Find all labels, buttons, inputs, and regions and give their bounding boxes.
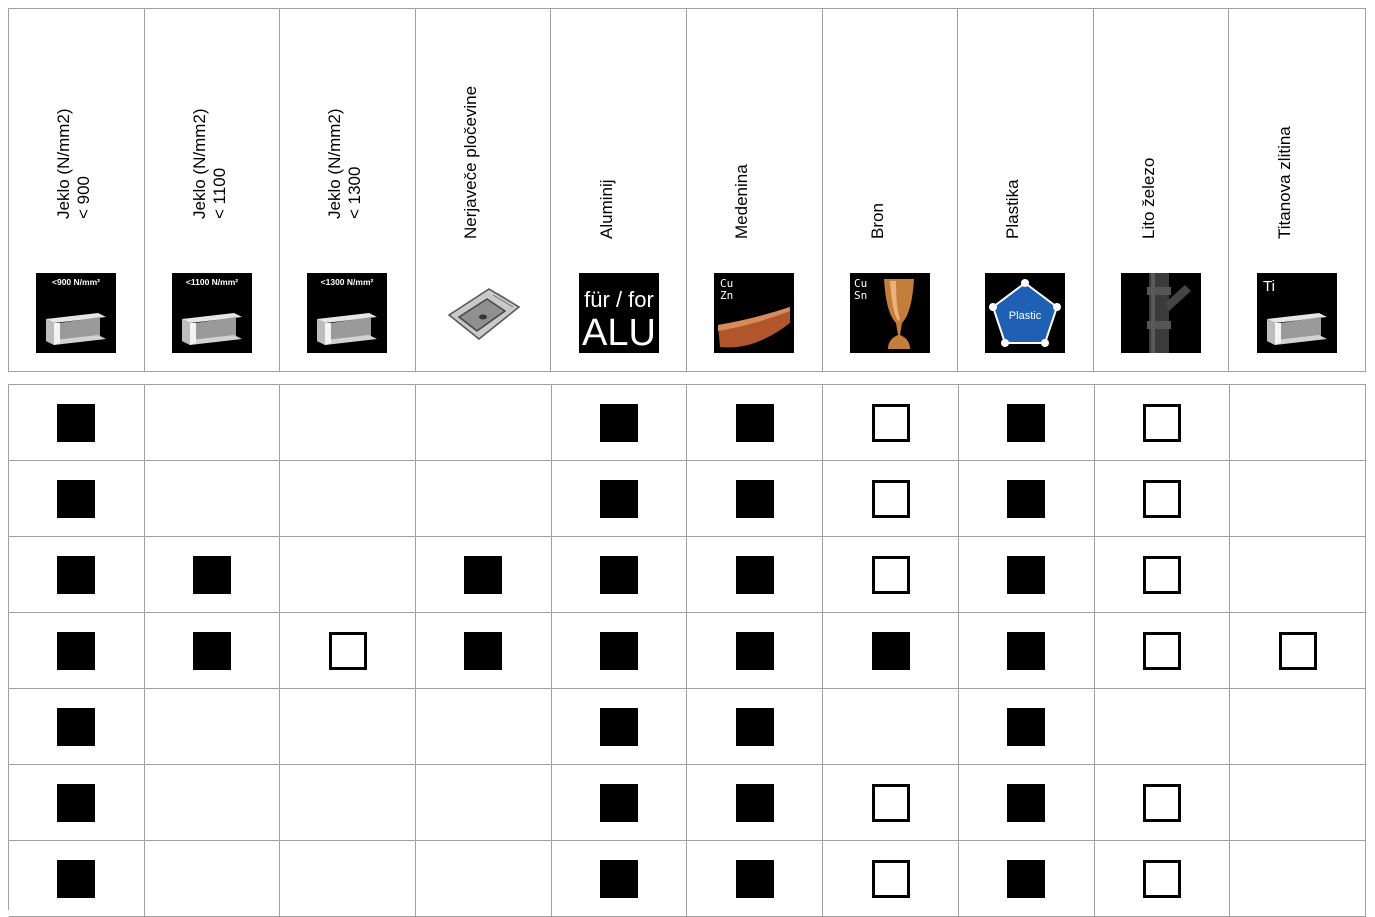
grid-cell [145,841,281,917]
material-label [868,203,888,239]
filled-square-mark [600,632,638,670]
badge-text: Plastic [1009,310,1042,322]
filled-square-mark [57,860,95,898]
grid-cell [1230,689,1366,765]
filled-square-mark [736,708,774,746]
grid-cell [145,461,281,537]
grid-cell [1230,385,1366,461]
aluminium-icon [579,273,659,353]
filled-square-mark [736,632,774,670]
grid-cell [823,841,959,917]
badge-text: Ti [1263,278,1276,295]
grid-cell [552,689,688,765]
grid-cell [959,461,1095,537]
filled-square-mark [600,708,638,746]
grid-cell [1230,537,1366,613]
filled-square-mark [57,556,95,594]
grid-cell [280,613,416,689]
material-column-header [280,9,416,371]
outlined-square-mark [1143,480,1181,518]
outlined-square-mark [1143,404,1181,442]
filled-square-mark [464,556,502,594]
grid-cell [687,461,823,537]
outlined-square-mark [329,632,367,670]
grid-cell [416,537,552,613]
filled-square-mark [1007,556,1045,594]
filled-square-mark [57,708,95,746]
material-column-header [9,9,145,371]
outlined-square-mark [872,860,910,898]
steel-beam-icon [36,273,116,353]
outlined-square-mark [872,556,910,594]
outlined-square-mark [1279,632,1317,670]
material-column-header [551,9,687,371]
grid-cell [416,461,552,537]
grid-cell [1095,765,1231,841]
cast-iron-pipe-icon [1121,273,1201,353]
material-label-line: Jeklo (N/mm2) [325,108,345,219]
filled-square-mark [600,404,638,442]
filled-square-mark [57,404,95,442]
filled-square-mark [1007,404,1045,442]
material-label [1139,158,1159,239]
stainless-sink-icon [443,273,523,353]
plastic-pentagon-icon [985,273,1065,353]
grid-cell [687,841,823,917]
titanium-beam-icon [1257,273,1337,353]
grid-cell [1095,461,1231,537]
grid-cell [687,765,823,841]
grid-cell [552,765,688,841]
filled-square-mark [736,480,774,518]
material-label [1275,126,1295,239]
grid-cell [959,385,1095,461]
grid-cell [959,765,1095,841]
grid-cell [823,537,959,613]
grid-cell [687,613,823,689]
steel-beam-icon [172,273,252,353]
grid-cell [9,689,145,765]
badge-line: Zn [720,289,734,302]
grid-cell [1230,841,1366,917]
steel-beam-icon [307,273,387,353]
badge-line: für / for [583,287,654,312]
grid-cell [823,461,959,537]
outlined-square-mark [872,784,910,822]
grid-cell [145,537,281,613]
material-column-header [1094,9,1230,371]
grid-cell [280,841,416,917]
bronze-cup-icon [850,273,930,353]
badge-line: Cu [853,277,868,290]
material-header [8,8,1366,372]
stainless-sink-icon [443,273,523,353]
material-label-line: Aluminij [596,179,616,239]
material-label-line: Plastika [1003,179,1023,239]
grid-cell [552,537,688,613]
material-label-line: Jeklo (N/mm2) [189,108,209,219]
grid-cell [959,841,1095,917]
grid-cell [280,537,416,613]
filled-square-mark [600,556,638,594]
filled-square-mark [193,632,231,670]
brass-gutter-icon [714,273,794,353]
outlined-square-mark [872,480,910,518]
outlined-square-mark [1143,556,1181,594]
grid-cell [687,537,823,613]
grid-cell [145,385,281,461]
steel-beam-icon [36,273,116,353]
grid-cell [416,765,552,841]
filled-square-mark [736,784,774,822]
material-label [461,86,481,239]
grid-cell [959,537,1095,613]
grid-cell [959,613,1095,689]
grid-cell [280,765,416,841]
material-column-header [823,9,959,371]
grid-cell [9,461,145,537]
grid-cell [823,613,959,689]
grid-cell [552,461,688,537]
outlined-square-mark [872,404,910,442]
steel-beam-icon [172,273,252,353]
badge-text: <900 N/mm² [52,277,101,287]
grid-cell [145,613,281,689]
grid-cell [9,841,145,917]
outlined-square-mark [1143,632,1181,670]
material-label [325,108,365,219]
filled-square-mark [464,632,502,670]
material-label-line: < 900 [74,175,94,219]
badge-line: Cu [720,277,734,290]
grid-cell [280,689,416,765]
grid-cell [145,765,281,841]
grid-cell [1095,385,1231,461]
grid-cell [823,689,959,765]
material-label [732,164,752,239]
grid-cell [9,613,145,689]
grid-cell [9,765,145,841]
grid-cell [9,385,145,461]
filled-square-mark [600,480,638,518]
material-label [54,108,94,219]
filled-square-mark [736,556,774,594]
grid-cell [1230,461,1366,537]
grid-cell [416,613,552,689]
grid-cell [552,385,688,461]
filled-square-mark [193,556,231,594]
filled-square-mark [1007,632,1045,670]
grid-cell [280,461,416,537]
badge-text: <1300 N/mm² [321,277,374,287]
filled-square-mark [600,784,638,822]
grid-cell [145,689,281,765]
filled-square-mark [736,404,774,442]
steel-beam-icon [307,273,387,353]
filled-square-mark [1007,784,1045,822]
filled-square-mark [1007,708,1045,746]
filled-square-mark [57,632,95,670]
grid-cell [416,689,552,765]
material-label [190,108,230,219]
material-column-header [958,9,1094,371]
grid-cell [9,537,145,613]
grid-cell [1095,537,1231,613]
filled-square-mark [57,480,95,518]
filled-square-mark [736,860,774,898]
cast-iron-pipe-icon [1121,273,1201,353]
grid-cell [416,385,552,461]
material-column-header [416,9,552,371]
material-label-line: < 1300 [345,166,365,219]
aluminium-icon [579,273,659,353]
grid-cell [1095,689,1231,765]
compatibility-grid [8,384,1366,910]
material-column-header [145,9,281,371]
badge-text: <1100 N/mm² [185,277,238,287]
material-label [597,179,617,239]
material-column-header [687,9,823,371]
grid-cell [687,689,823,765]
badge-line: ALU [581,312,656,353]
material-label-line: Bron [867,203,887,239]
brass-gutter-icon [714,273,794,353]
filled-square-mark [872,632,910,670]
material-column-header [1229,9,1365,371]
material-label-line: < 1100 [209,167,229,219]
grid-cell [552,841,688,917]
grid-cell [823,385,959,461]
grid-cell [687,385,823,461]
material-label-line: Nerjaveče pločevine [461,85,481,239]
grid-cell [1095,613,1231,689]
filled-square-mark [600,860,638,898]
plastic-pentagon-icon [985,273,1065,353]
grid-cell [1230,613,1366,689]
grid-cell [1095,841,1231,917]
material-label-line: Jeklo (N/mm2) [54,108,74,219]
outlined-square-mark [1143,784,1181,822]
material-label-line: Titanova zlitina [1275,126,1295,239]
filled-square-mark [1007,860,1045,898]
grid-cell [280,385,416,461]
grid-cell [416,841,552,917]
material-label [1003,179,1023,239]
filled-square-mark [57,784,95,822]
material-label-line: Lito železo [1139,157,1159,239]
filled-square-mark [1007,480,1045,518]
grid-cell [1230,765,1366,841]
material-label-line: Medenina [732,164,752,239]
grid-cell [823,765,959,841]
titanium-beam-icon [1257,273,1337,353]
outlined-square-mark [1143,860,1181,898]
badge-line: Sn [853,289,868,302]
bronze-cup-icon [850,273,930,353]
grid-cell [959,689,1095,765]
grid-cell [552,613,688,689]
